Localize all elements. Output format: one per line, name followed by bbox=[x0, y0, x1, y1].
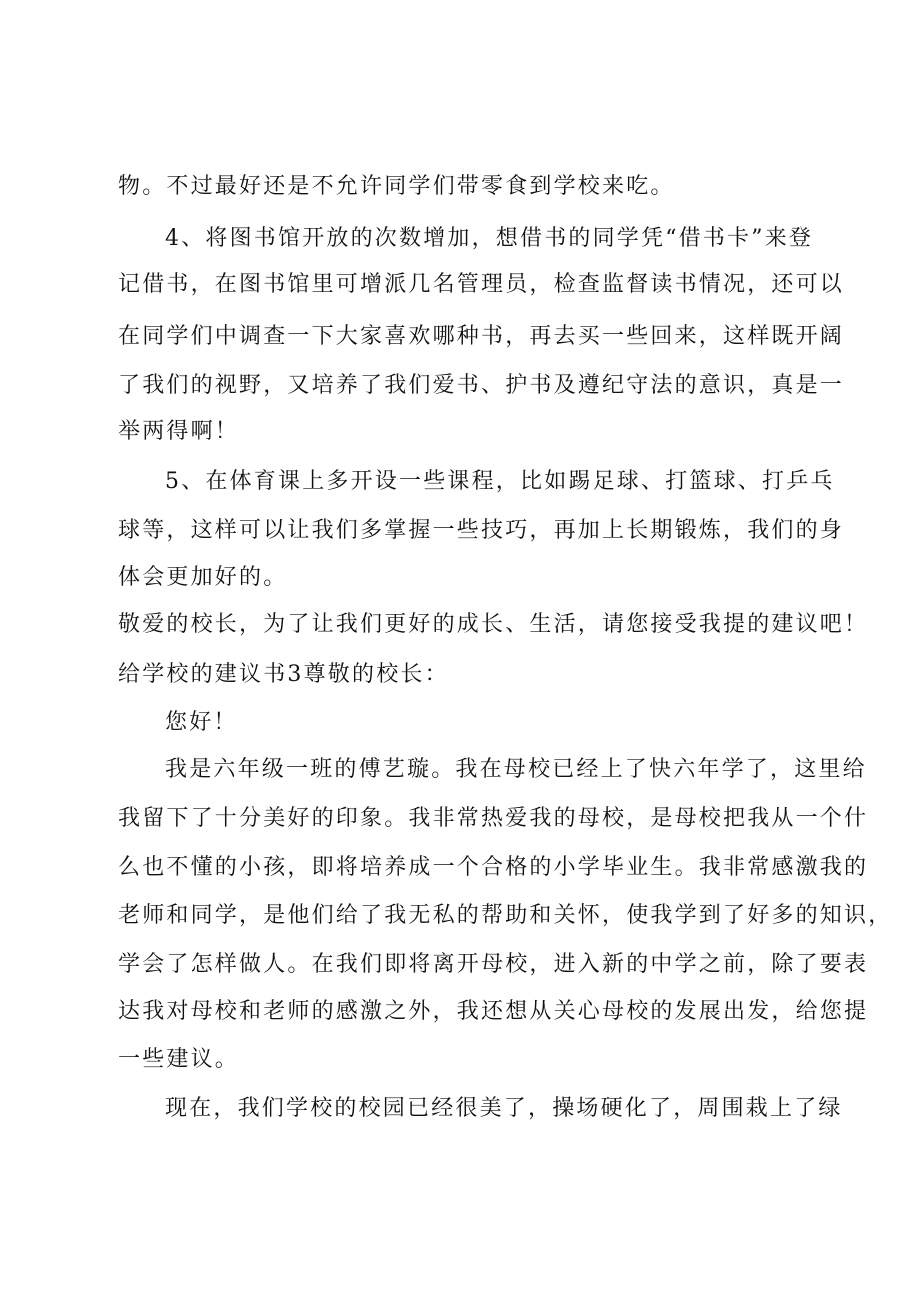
text-line: 敬爱的校长，为了让我们更好的成长、生活，请您接受我提的建议吧！ bbox=[118, 612, 869, 637]
text-line: 物。不过最好还是不允许同学们带零食到学校来吃。 bbox=[118, 174, 675, 199]
text-line: 么也不懂的小孩，即将培养成一个合格的小学毕业生。我非常感激我的 bbox=[118, 855, 869, 880]
text-line: 4、将图书馆开放的次数增加，想借书的同学凭“借书卡”来登 bbox=[165, 226, 814, 251]
text-line: 您好！ bbox=[165, 710, 238, 735]
text-line: 现在，我们学校的校园已经很美了，操场硬化了，周围栽上了绿 bbox=[165, 1096, 843, 1121]
text-line: 老师和同学，是他们给了我无私的帮助和关怀，使我学到了好多的知识， bbox=[118, 903, 893, 928]
text-line: 体会更加好的。 bbox=[118, 565, 288, 590]
text-line: 给学校的建议书3尊敬的校长： bbox=[118, 662, 449, 687]
text-line: 学会了怎样做人。在我们即将离开母校，进入新的中学之前，除了要表 bbox=[118, 952, 869, 977]
text-line: 达我对母校和老师的感激之外，我还想从关心母校的发展出发，给您提 bbox=[118, 999, 869, 1024]
text-line: 在同学们中调查一下大家喜欢哪种书，再去买一些回来，这样既开阔 bbox=[118, 324, 845, 349]
text-line: 一些建议。 bbox=[118, 1047, 240, 1072]
text-line: 我留下了十分美好的印象。我非常热爱我的母校，是母校把我从一个什 bbox=[118, 806, 869, 831]
text-line: 5、在体育课上多开设一些课程，比如踢足球、打篮球、打乒乓 bbox=[165, 469, 835, 494]
text-line: 了我们的视野，又培养了我们爱书、护书及遵纪守法的意识，真是一 bbox=[118, 373, 845, 398]
text-line: 记借书，在图书馆里可增派几名管理员，检查监督读书情况，还可以 bbox=[118, 272, 845, 297]
text-line: 举两得啊！ bbox=[118, 419, 240, 444]
text-line: 我是六年级一班的傅艺璇。我在母校已经上了快六年学了，这里给 bbox=[165, 757, 867, 782]
text-line: 球等，这样可以让我们多掌握一些技巧，再加上长期锻炼，我们的身 bbox=[118, 518, 845, 543]
